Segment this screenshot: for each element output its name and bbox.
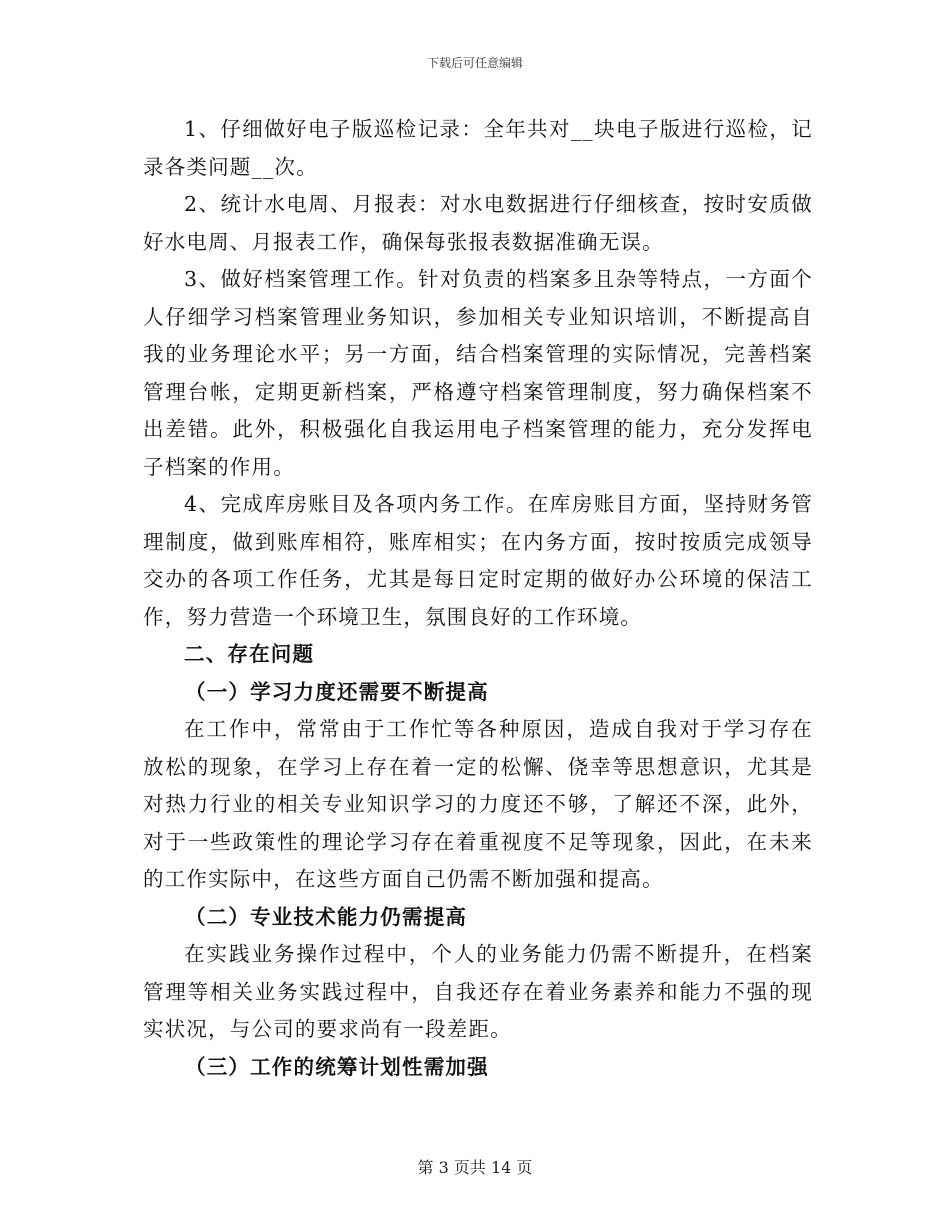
paragraph-learning: 在工作中，常常由于工作忙等各种原因，造成自我对于学习存在放松的现象，在学习上存在着一定的松懈、侥幸等思想意识，尤其是对热力行业的相关专业知识学习的力度还不够，了解还不深，此外，对于一些政策性的理论学习存在着重视度不足等现象，因此，在未来的工作实际中，在这些方面自己仍需不断加强和提高。 [143, 717, 813, 891]
page-number: 第 3 页共 14 页 [417, 1158, 533, 1177]
paragraph-item-2: 2、统计水电周、月报表：对水电数据进行仔细核查，按时安质做好水电周、月报表工作，确保每张报表数据准确无误。 [143, 192, 813, 254]
section-heading-problems: 二、存在问题 [184, 642, 315, 666]
subheading-technical-ability: （二）专业技术能力仍需提高 [185, 904, 468, 929]
paragraph-item-1: 1、仔细做好电子版巡检记录：全年共对__块电子版进行巡检，记录各类问题__次。 [143, 117, 813, 179]
document-body [143, 111, 813, 1086]
paragraph-technical-ability: 在实践业务操作过程中，个人的业务能力仍需不断提升，在档案管理等相关业务实践过程中，自我还存在着业务素养和能力不强的现实状况，与公司的要求尚有一段差距。 [143, 942, 813, 1041]
subheading-learning: （一）学习力度还需要不断提高 [185, 679, 489, 704]
subheading-planning: （三）工作的统筹计划性需加强 [185, 1054, 489, 1079]
page-header: 下载后可任意编辑 [426, 56, 523, 70]
paragraph-item-4: 4、完成库房账目及各项内务工作。在库房账目方面，坚持财务管理制度，做到账库相符，账库相实；在内务方面，按时按质完成领导交办的各项工作任务，尤其是每日定时定期的做好办公环境的保洁工作，努力营造一个环境卫生，氛围良好的工作环境。 [143, 492, 813, 629]
paragraph-item-3: 3、做好档案管理工作。针对负责的档案多且杂等特点，一方面个人仔细学习档案管理业务知识，参加相关专业知识培训，不断提高自我的业务理论水平；另一方面，结合档案管理的实际情况，完善档案管理台帐，定期更新档案，严格遵守档案管理制度，努力确保档案不出差错。此外，积极强化自我运用电子档案管理的能力，充分发挥电子档案的作用。 [143, 267, 813, 479]
